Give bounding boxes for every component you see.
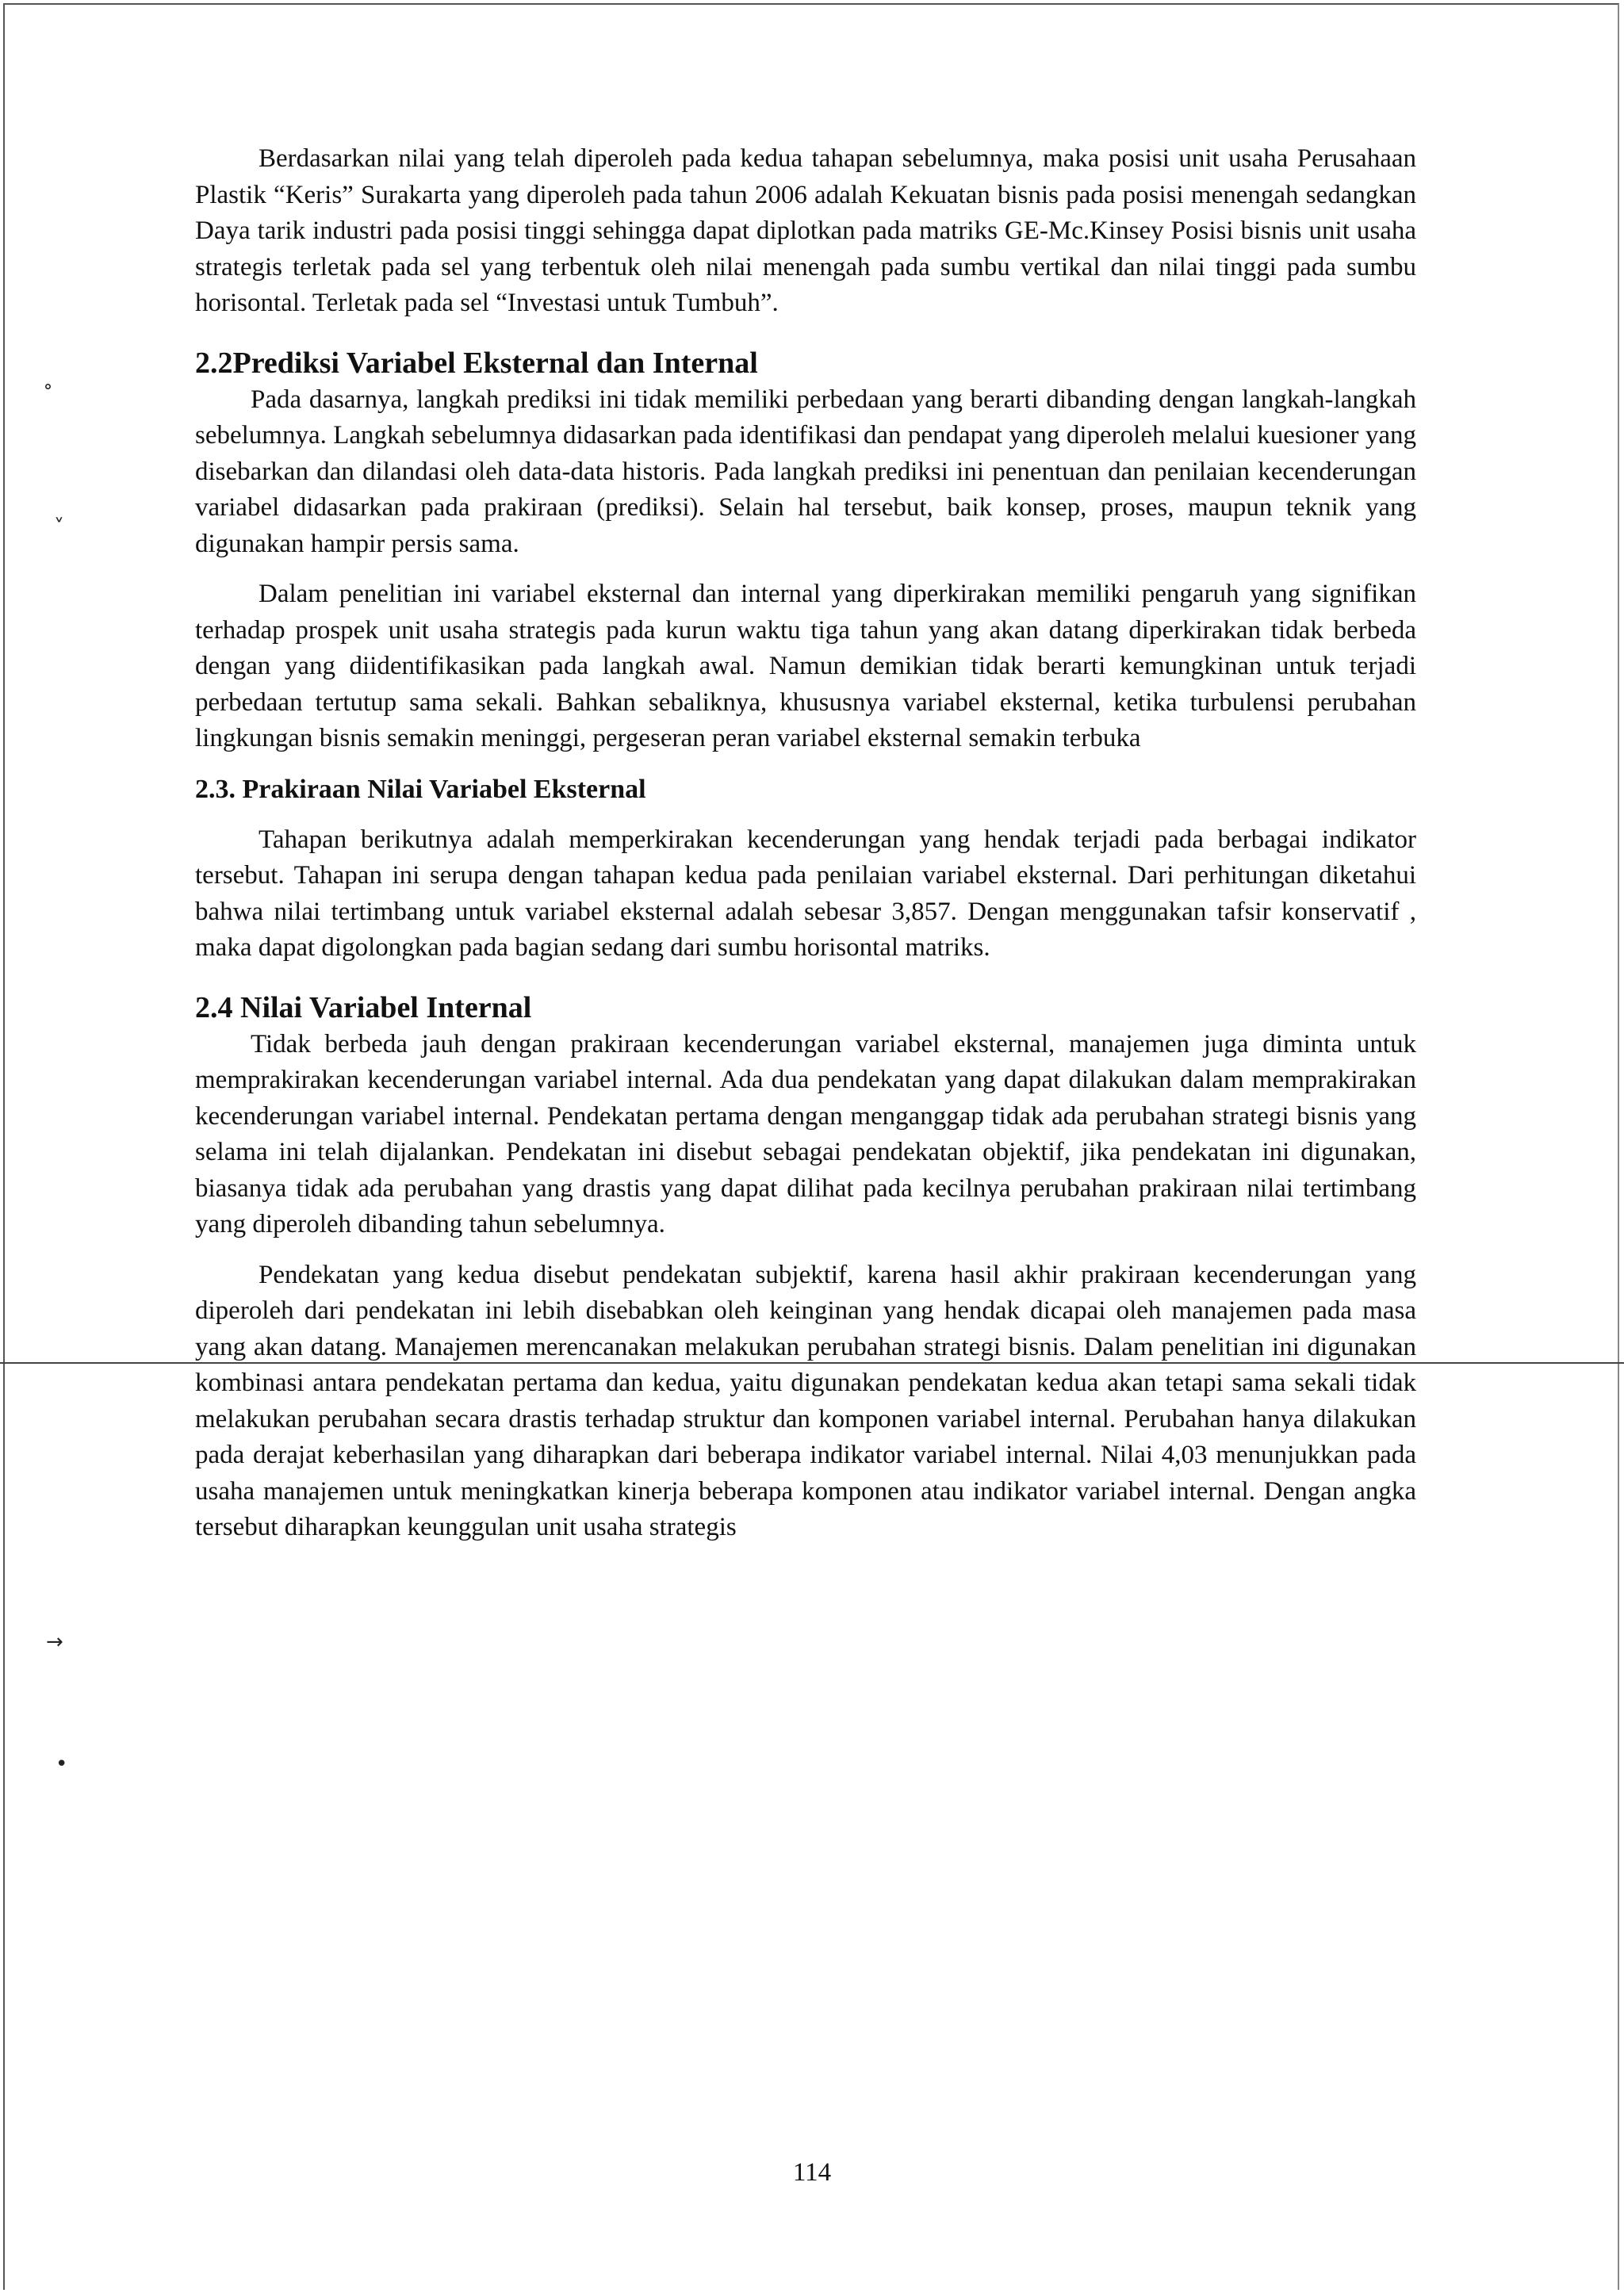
paragraph-external-estimate: Tahapan berikutnya adalah memperkirakan kecenderungan yang hendak terjadi pada berbagai indikator tersebut. Tahapan ini serupa dengan tahapan kedua pada penilaian variabel eksternal. Dari perhitungan diketahui bahwa nilai tertimbang untuk variabel eksternal adalah sebesar 3,857. Dengan menggunakan tafsir konservatif , maka dapat digolongkan pada bagian sedang dari sumbu horisontal matriks.	[195, 825, 1416, 962]
paragraph-subjective-approach: Pendekatan yang kedua disebut pendekatan subjektif, karena hasil akhir prakiraan kecenderungan yang diperoleh dari pendekatan ini lebih disebabkan oleh keinginan yang hendak dicapai oleh manajemen pada masa yang akan datang. Manajemen merencanakan melakukan perubahan strategi bisnis. Dalam penelitian ini digunakan kombinasi antara pendekatan pertama dan kedua, yaitu digunakan pendekatan kedua akan tetapi sama sekali tidak melakukan perubahan secara drastis terhadap struktur dan komponen variabel internal. Perubahan hanya dilakukan pada derajat keberhasilan yang diharapkan dari beberapa indikator variabel internal. Nilai 4,03 menunjukkan pada usaha manajemen untuk meningkatkan kinerja beberapa komponen atau indikator variabel internal. Dengan angka tersebut diharapkan keunggulan unit usaha strategis	[195, 1260, 1416, 1541]
margin-mark: ˚	[43, 384, 53, 408]
paragraph-position-result: Berdasarkan nilai yang telah diperoleh pada kedua tahapan sebelumnya, maka posisi unit usaha Perusahaan Plastik “Keris” Surakarta yang diperoleh pada tahun 2006 adalah Kekuatan bisnis pada posisi menengah sedangkan Daya tarik industri pada posisi tinggi sehingga dapat diplotkan pada matriks GE-Mc.Kinsey Posisi bisnis unit usaha strategis terletak pada sel yang terbentuk oleh nilai menengah pada sumbu vertikal dan nilai tinggi pada sumbu horisontal. Terletak pada sel “Investasi untuk Tumbuh”.	[195, 144, 1416, 317]
paragraph-variables-research: Dalam penelitian ini variabel eksternal dan internal yang diperkirakan memiliki pengaruh yang signifikan terhadap prospek unit usaha strategis pada kurun waktu tiga tahun yang akan datang diperkirakan tidak berbeda dengan yang diidentifikasikan pada langkah awal. Namun demikian tidak berarti kemungkinan untuk terjadi perbedaan tertutup sama sekali. Bahkan sebaliknya, khususnya variabel eksternal, ketika turbulensi perubahan lingkungan bisnis semakin meninggi, pergeseran peran variabel eksternal semakin terbuka	[195, 580, 1416, 752]
section-heading-2-2: 2.2Prediksi Variabel Eksternal dan Internal	[195, 346, 758, 380]
margin-mark: →	[46, 1630, 63, 1654]
paragraph-prediction-intro: Pada dasarnya, langkah prediksi ini tidak memiliki perbedaan yang berarti dibanding dengan langkah-langkah sebelumnya. Langkah sebelumnya didasarkan pada identifikasi dan pendapat yang diperoleh melalui kuesioner yang disebarkan dan dilandasi oleh data-data historis. Pada langkah prediksi ini penentuan dan penilaian kecenderungan variabel didasarkan pada prakiraan (prediksi). Selain hal tersebut, baik konsep, proses, maupun teknik yang digunakan hampir persis sama.	[195, 385, 1416, 558]
document-body	[195, 141, 1416, 1546]
margin-mark: •	[56, 1752, 68, 1776]
section-heading-2-3: 2.3. Prakiraan Nilai Variabel Eksternal	[195, 774, 646, 804]
section-heading-2-4: 2.4 Nilai Variabel Internal	[195, 990, 532, 1024]
paragraph-internal-approaches: Tidak berbeda jauh dengan prakiraan kecenderungan variabel eksternal, manajemen juga diminta untuk memprakirakan kecenderungan variabel internal. Ada dua pendekatan yang dapat dilakukan dalam memprakirakan kecenderungan variabel internal. Pendekatan pertama dengan menganggap tidak ada perubahan strategi bisnis yang selama ini telah dijalankan. Pendekatan ini disebut sebagai pendekatan objektif, jika pendekatan ini digunakan, biasanya tidak ada perubahan yang drastis yang dapat dilihat pada kecilnya perubahan prakiraan nilai tertimbang yang diperoleh dibanding tahun sebelumnya.	[195, 1029, 1416, 1238]
page-number: 114	[792, 2158, 832, 2187]
margin-mark: ˅	[54, 515, 64, 539]
